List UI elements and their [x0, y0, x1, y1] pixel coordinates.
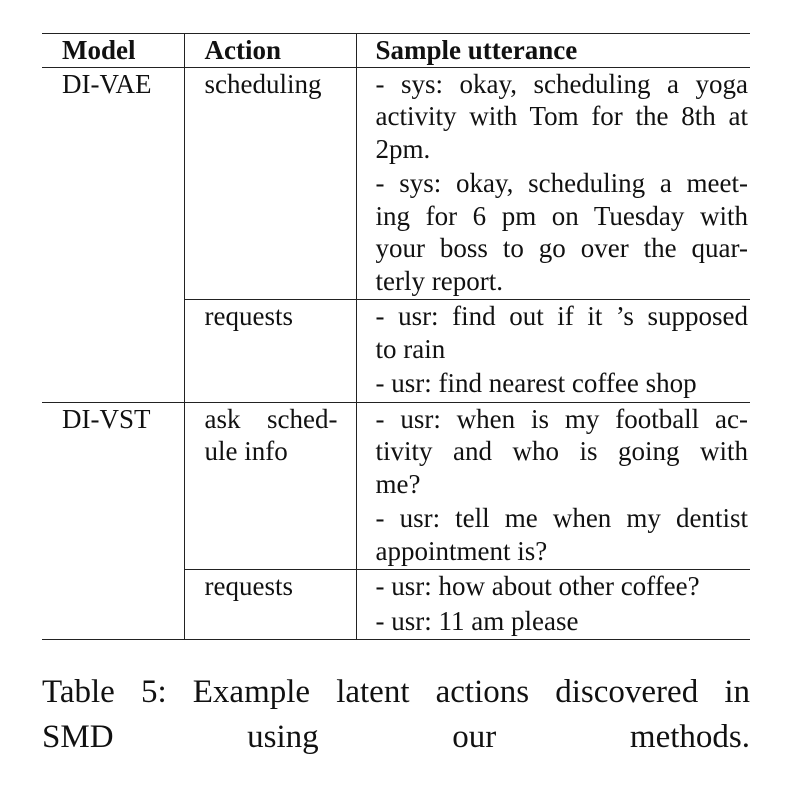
utterance-line: - usr: 11 am please [375, 605, 579, 636]
action-line: ask sched- [204, 403, 338, 434]
caption-line: Table 5: Example latent actions discovered in [42, 674, 750, 710]
action-line: requests [204, 301, 293, 331]
utterance-line: - sys: okay, scheduling a yoga [375, 68, 748, 99]
table-row [42, 67, 750, 300]
latent-actions-table [42, 33, 750, 640]
utterance [376, 570, 749, 605]
utterance-cell [356, 402, 750, 570]
action-cell [184, 402, 356, 570]
header-action: Action [184, 34, 356, 68]
utterance-line: to rain [375, 333, 446, 364]
utterance-line: - usr: find nearest coffee shop [375, 368, 697, 398]
utterance-line: terly report. [375, 265, 503, 296]
utterance-line: ing for 6 pm on Tuesday with [375, 200, 748, 231]
action-line: ule info [204, 436, 288, 466]
results-table-container [42, 33, 750, 640]
utterance [376, 300, 749, 367]
table-caption [42, 670, 750, 760]
utterance-line: tivity and who is going with [375, 436, 748, 466]
utterance [376, 605, 749, 640]
utterance-line: - usr: how about other coffee? [375, 571, 700, 601]
table-header-row [42, 34, 750, 68]
utterance [376, 502, 749, 569]
utterance-line: appointment is? [375, 535, 548, 566]
caption-line: SMD using our methods. [42, 719, 750, 755]
utterance-line: 2pm. [375, 133, 431, 164]
utterance [376, 68, 749, 168]
header-model: Model [42, 34, 184, 68]
action-cell [184, 570, 356, 640]
action-cell [184, 67, 356, 300]
utterance-line: me? [375, 468, 421, 499]
utterance-cell [356, 300, 750, 403]
utterance-line: your boss to go over the quar- [375, 233, 748, 263]
utterance-line: - sys: okay, scheduling a meet- [375, 168, 748, 198]
utterance-line: - usr: when is my football ac- [375, 403, 748, 434]
utterance-cell [356, 570, 750, 640]
utterance [376, 367, 749, 402]
action-cell [184, 300, 356, 403]
model-cell-di-vae: DI-VAE [42, 67, 184, 402]
utterance-line: - usr: find out if it ’s supposed [375, 301, 748, 331]
model-cell-di-vst: DI-VST [42, 402, 184, 640]
utterance [376, 403, 749, 503]
utterance [376, 167, 749, 299]
utterance-line: activity with Tom for the 8th at [375, 101, 748, 131]
utterance-cell [356, 67, 750, 300]
action-line: requests [204, 571, 293, 601]
utterance-line: - usr: tell me when my dentist [375, 503, 748, 533]
table-row [42, 402, 750, 570]
header-sample-utterance: Sample utterance [375, 35, 578, 65]
action-line: scheduling [204, 68, 322, 99]
